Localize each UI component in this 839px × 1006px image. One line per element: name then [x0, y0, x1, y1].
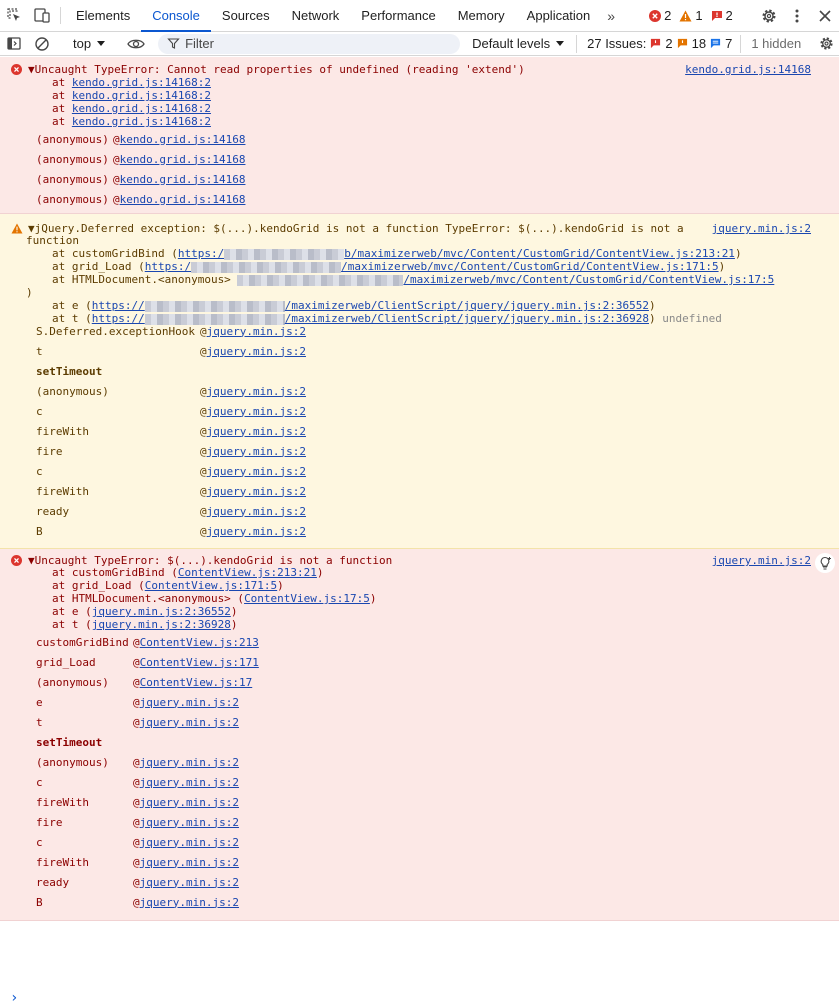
stack-line	[52, 592, 377, 605]
hidden-messages-count: 1 hidden	[740, 35, 801, 53]
call-frame-row[interactable]	[36, 652, 259, 672]
lightbulb-insight-icon[interactable]	[815, 553, 835, 573]
call-frame-row[interactable]	[36, 872, 239, 892]
stack-link[interactable]: /maximizerweb/mvc/Content/CustomGrid/ContentView.js:171:5	[341, 260, 719, 273]
call-frame-function: c	[36, 464, 43, 478]
tab-performance[interactable]: Performance	[361, 8, 436, 23]
stack-prefix: at e (	[52, 605, 92, 618]
call-frame-row[interactable]	[36, 892, 239, 912]
call-frame-function: (anonymous)	[36, 384, 109, 398]
call-frame-link[interactable]: jquery.min.js:2	[139, 755, 239, 769]
stack-prefix: at e (	[52, 299, 92, 312]
call-frame-row[interactable]	[36, 321, 306, 341]
stack-link[interactable]: ContentView.js:213:21	[177, 566, 317, 579]
error-icon	[11, 64, 22, 75]
call-frame-row[interactable]	[36, 772, 239, 792]
chevron-down-icon	[556, 41, 564, 46]
call-frame-function: grid_Load	[36, 655, 96, 669]
close-icon[interactable]	[811, 10, 839, 22]
stack-prefix: at t (	[52, 312, 92, 325]
call-frame-link[interactable]: jquery.min.js:2	[206, 404, 306, 418]
tab-network[interactable]: Network	[291, 8, 340, 23]
stack-prefix: at	[52, 89, 72, 102]
issue-info-icon	[710, 38, 721, 49]
warning-count: 1	[695, 8, 703, 23]
call-frame-row[interactable]	[36, 401, 306, 421]
error-icon	[11, 555, 22, 566]
live-expression-eye-icon[interactable]	[122, 32, 150, 56]
call-frame-function: customGridBind	[36, 635, 129, 649]
at-sign: @	[133, 635, 140, 649]
issues-button[interactable]	[576, 35, 732, 53]
clear-console-icon[interactable]	[28, 32, 56, 56]
call-frame-link[interactable]: jquery.min.js:2	[206, 324, 306, 338]
filter-input[interactable]	[185, 36, 435, 51]
at-sign: @	[113, 152, 120, 166]
at-sign: @	[133, 875, 140, 889]
call-frame-function: c	[36, 835, 43, 849]
stack-link[interactable]: kendo.grid.js:14168:2	[71, 102, 211, 115]
stack-suffix: )	[230, 618, 238, 631]
stack-link[interactable]: jquery.min.js:2:36552	[91, 605, 231, 618]
issues-info-count: 7	[725, 36, 733, 51]
warning-summary[interactable]: ▼jQuery.Deferred exception: $(...).kendoGrid is not a function TypeError: $(...).kendoGrid is not a	[28, 222, 684, 235]
call-frame-function: S.Deferred.exceptionHook	[36, 324, 195, 338]
stack-line	[52, 579, 284, 592]
stack-line	[52, 76, 211, 89]
call-frame-row[interactable]	[36, 381, 306, 401]
stack-link[interactable]: https:/	[144, 260, 192, 273]
more-tabs-chevron-icon[interactable]: »	[607, 7, 616, 24]
call-frame-function: fire	[36, 444, 63, 458]
call-frame-function: ready	[36, 504, 70, 518]
source-link[interactable]: jquery.min.js:2	[711, 222, 811, 235]
call-frame-function: t	[36, 344, 43, 358]
stack-line	[52, 247, 742, 260]
stack-line	[52, 618, 237, 631]
error-summary[interactable]: ▼Uncaught TypeError: Cannot read properties of undefined (reading 'extend')	[28, 63, 525, 76]
stack-link[interactable]: https://	[91, 312, 145, 325]
stack-suffix: )	[230, 605, 238, 618]
call-frame-link[interactable]: ContentView.js:17	[139, 675, 253, 689]
stack-link[interactable]: kendo.grid.js:14168:2	[71, 76, 211, 89]
call-frame-row[interactable]	[36, 149, 245, 169]
stack-prefix: at HTMLDocument.<anonymous> (	[52, 592, 245, 605]
call-frame-function: c	[36, 775, 43, 789]
stack-suffix: )	[734, 247, 742, 260]
call-frame-link[interactable]: jquery.min.js:2	[206, 524, 306, 538]
error-summary[interactable]: ▼Uncaught TypeError: $(...).kendoGrid is not a function	[28, 554, 393, 567]
undefined-value: undefined	[662, 312, 722, 325]
call-frame-link[interactable]: jquery.min.js:2	[139, 795, 239, 809]
stack-link[interactable]: /maximizerweb/ClientScript/jquery/jquery.min.js:2:36552	[284, 299, 649, 312]
call-frame-function: fire	[36, 815, 63, 829]
at-sign: @	[113, 172, 120, 186]
call-frame-link[interactable]: jquery.min.js:2	[139, 715, 239, 729]
issue-warning-icon	[677, 38, 688, 49]
chevron-down-icon	[97, 41, 105, 46]
source-link[interactable]: kendo.grid.js:14168	[685, 63, 811, 76]
call-frame-link[interactable]: jquery.min.js:2	[206, 344, 306, 358]
call-frame-function: (anonymous)	[36, 132, 109, 146]
console-settings-gear-icon[interactable]	[813, 32, 839, 56]
at-sign: @	[200, 524, 207, 538]
issue-counters[interactable]	[649, 0, 733, 31]
at-sign: @	[133, 835, 140, 849]
warning-icon	[11, 223, 23, 234]
call-frame-function: (anonymous)	[36, 172, 109, 186]
call-frame-link[interactable]: kendo.grid.js:14168	[119, 132, 246, 146]
stack-link[interactable]: kendo.grid.js:14168:2	[71, 89, 211, 102]
issues-count: 2	[725, 8, 733, 23]
console-messages	[0, 57, 839, 1006]
error-counter[interactable]	[649, 8, 671, 23]
call-frame-link[interactable]: ContentView.js:213	[139, 635, 259, 649]
call-frame-link[interactable]: jquery.min.js:2	[206, 464, 306, 478]
at-sign: @	[200, 424, 207, 438]
stack-prefix: at t (	[52, 618, 92, 631]
call-frame-row[interactable]	[36, 421, 306, 441]
call-frame-function: setTimeout	[36, 735, 103, 749]
stack-suffix: )	[648, 312, 656, 325]
call-frame-link[interactable]: jquery.min.js:2	[139, 835, 239, 849]
at-sign: @	[200, 444, 207, 458]
call-frame-link[interactable]: jquery.min.js:2	[206, 444, 306, 458]
issue-error-icon	[650, 38, 661, 49]
call-frame-function: e	[36, 695, 43, 709]
console-toolbar	[0, 32, 839, 56]
stack-link[interactable]: ContentView.js:17:5	[244, 592, 370, 605]
device-toolbar-icon[interactable]	[28, 0, 56, 31]
stack-link[interactable]: /maximizerweb/mvc/Content/CustomGrid/ContentView.js:17:5	[403, 273, 775, 286]
call-frame-link[interactable]: jquery.min.js:2	[139, 695, 239, 709]
stack-line	[52, 605, 237, 618]
tab-sources[interactable]: Sources	[221, 8, 270, 23]
call-frame-row[interactable]	[36, 189, 245, 209]
call-frame-row[interactable]	[36, 752, 239, 772]
devtools-tabbar	[0, 0, 839, 32]
stack-prefix: at HTMLDocument.<anonymous>	[52, 273, 238, 286]
call-frame-link[interactable]: kendo.grid.js:14168	[119, 192, 246, 206]
stack-prefix: at grid_Load (	[52, 579, 145, 592]
stack-line	[52, 273, 774, 286]
stack-suffix: )	[277, 579, 284, 592]
stack-link[interactable]: ContentView.js:171:5	[144, 579, 278, 592]
call-frame-function: B	[36, 524, 43, 538]
at-sign: @	[133, 755, 140, 769]
at-sign: @	[200, 324, 207, 338]
toolbar-divider	[60, 7, 61, 24]
call-frame-link[interactable]: jquery.min.js:2	[206, 504, 306, 518]
redacted-host	[145, 301, 285, 312]
call-frame-function: t	[36, 715, 43, 729]
stack-line	[52, 89, 211, 102]
stack-prefix: at	[52, 76, 72, 89]
at-sign: @	[200, 484, 207, 498]
async-boundary-label	[36, 732, 102, 752]
stack-prefix: at customGridBind (	[52, 566, 178, 579]
at-sign: @	[133, 715, 140, 729]
call-frame-row[interactable]	[36, 812, 239, 832]
at-sign: @	[200, 464, 207, 478]
call-frame-link[interactable]: jquery.min.js:2	[139, 855, 239, 869]
at-sign: @	[113, 192, 120, 206]
call-frame-row[interactable]	[36, 712, 239, 732]
call-frame-row[interactable]	[36, 441, 306, 461]
call-frame-link[interactable]: jquery.min.js:2	[139, 895, 239, 909]
call-frame-link[interactable]: jquery.min.js:2	[139, 875, 239, 889]
stack-link[interactable]: b/maximizerweb/mvc/Content/CustomGrid/ContentView.js:213:21	[344, 247, 735, 260]
stack-line	[52, 115, 211, 128]
call-frame-function: B	[36, 895, 43, 909]
call-frame-link[interactable]: jquery.min.js:2	[139, 775, 239, 789]
call-frame-function: (anonymous)	[36, 152, 109, 166]
stack-link[interactable]: /maximizerweb/ClientScript/jquery/jquery.min.js:2:36928	[284, 312, 649, 325]
call-frame-function: fireWith	[36, 484, 89, 498]
at-sign: @	[200, 504, 207, 518]
source-link[interactable]: jquery.min.js:2	[711, 554, 811, 567]
more-options-icon[interactable]	[783, 9, 811, 23]
stack-link[interactable]: https:/	[177, 247, 225, 260]
call-frame-function: fireWith	[36, 424, 89, 438]
stack-link[interactable]: https://	[91, 299, 145, 312]
call-frame-row[interactable]	[36, 672, 252, 692]
at-sign: @	[133, 695, 140, 709]
stack-suffix: )	[718, 260, 726, 273]
call-frame-row[interactable]	[36, 792, 239, 812]
issues-warning-count: 18	[691, 36, 707, 51]
call-frame-link[interactable]: jquery.min.js:2	[139, 815, 239, 829]
tab-elements[interactable]: Elements	[76, 8, 131, 23]
call-frame-row[interactable]	[36, 501, 306, 521]
at-sign: @	[133, 795, 140, 809]
warning-text-cont: function	[26, 234, 79, 247]
call-frame-row[interactable]	[36, 632, 259, 652]
stack-suffix: )	[648, 299, 656, 312]
at-sign: @	[133, 855, 140, 869]
context-value: top	[73, 36, 92, 51]
stack-line	[52, 260, 725, 273]
console-prompt-chevron-icon[interactable]: ›	[10, 990, 19, 1006]
call-frame-link[interactable]: kendo.grid.js:14168	[119, 172, 246, 186]
stack-prefix: at grid_Load (	[52, 260, 145, 273]
call-frame-row[interactable]	[36, 461, 306, 481]
tab-console[interactable]: Console	[141, 0, 211, 31]
sidebar-toggle-icon[interactable]	[0, 32, 28, 56]
stack-line	[52, 299, 656, 312]
call-frame-function: (anonymous)	[36, 755, 109, 769]
stack-suffix: )	[316, 566, 324, 579]
call-frame-function: (anonymous)	[36, 192, 109, 206]
issues-label: 27 Issues:	[587, 36, 647, 51]
call-frame-link[interactable]: jquery.min.js:2	[206, 484, 306, 498]
log-levels-label: Default levels	[472, 36, 551, 51]
stack-suffix: )	[369, 592, 377, 605]
call-frame-function: setTimeout	[36, 364, 103, 378]
call-frame-link[interactable]: ContentView.js:171	[139, 655, 259, 669]
at-sign: @	[113, 132, 120, 146]
stack-link[interactable]: kendo.grid.js:14168:2	[71, 115, 211, 128]
call-frame-row[interactable]	[36, 852, 239, 872]
call-frame-function: fireWith	[36, 855, 89, 869]
call-frame-function: ready	[36, 875, 70, 889]
console-error-message[interactable]	[0, 57, 839, 214]
issues-counter[interactable]	[711, 8, 733, 23]
at-sign: @	[133, 675, 140, 689]
stack-prefix: at	[52, 102, 72, 115]
at-sign: @	[133, 775, 140, 789]
call-frame-row[interactable]	[36, 481, 306, 501]
filter-icon	[168, 38, 179, 49]
call-frame-function: (anonymous)	[36, 675, 109, 689]
at-sign: @	[133, 815, 140, 829]
console-error-message[interactable]	[0, 549, 839, 921]
at-sign: @	[200, 404, 207, 418]
call-frame-row[interactable]	[36, 341, 306, 361]
call-frame-function: fireWith	[36, 795, 89, 809]
call-frame-link[interactable]: jquery.min.js:2	[206, 424, 306, 438]
async-boundary-label	[36, 361, 102, 381]
error-icon	[649, 10, 661, 22]
call-frame-link[interactable]: kendo.grid.js:14168	[119, 152, 246, 166]
inspect-element-icon[interactable]	[0, 0, 28, 31]
console-warning-message[interactable]	[0, 214, 839, 549]
tab-memory[interactable]: Memory	[457, 8, 505, 23]
stack-link[interactable]: jquery.min.js:2:36928	[91, 618, 231, 631]
warning-counter[interactable]	[679, 8, 702, 23]
warning-text: jQuery.Deferred exception: $(...).kendoGrid is not a function TypeError: $(...).kendoGrid is not a	[34, 222, 684, 235]
call-frame-row[interactable]	[36, 129, 245, 149]
tab-application[interactable]: Application	[526, 8, 591, 23]
redacted-host	[237, 275, 403, 286]
call-frame-row[interactable]	[36, 692, 239, 712]
at-sign: @	[200, 384, 207, 398]
settings-gear-icon[interactable]	[755, 8, 783, 24]
filter-box[interactable]	[158, 34, 460, 54]
redacted-host	[191, 262, 341, 273]
stack-line-close: )	[26, 286, 33, 299]
issues-error-count: 2	[665, 36, 673, 51]
error-text: Uncaught TypeError: $(...).kendoGrid is not a function	[34, 554, 393, 567]
stack-prefix: at customGridBind (	[52, 247, 178, 260]
stack-prefix: at	[52, 115, 72, 128]
at-sign: @	[200, 344, 207, 358]
at-sign: @	[133, 895, 140, 909]
error-count: 2	[664, 8, 672, 23]
stack-line	[52, 566, 324, 579]
log-levels-dropdown[interactable]	[472, 36, 564, 51]
warning-icon	[679, 10, 692, 22]
error-text: Uncaught TypeError: Cannot read properties of undefined (reading 'extend')	[34, 63, 525, 76]
call-frame-row[interactable]	[36, 832, 239, 852]
at-sign: @	[133, 655, 140, 669]
stack-line	[52, 102, 211, 115]
call-frame-link[interactable]: jquery.min.js:2	[206, 384, 306, 398]
call-frame-row[interactable]	[36, 169, 245, 189]
context-selector[interactable]	[65, 36, 113, 51]
redacted-host	[224, 249, 344, 260]
call-frame-function: c	[36, 404, 43, 418]
issue-flag-icon	[711, 10, 723, 22]
call-frame-row[interactable]	[36, 521, 306, 541]
